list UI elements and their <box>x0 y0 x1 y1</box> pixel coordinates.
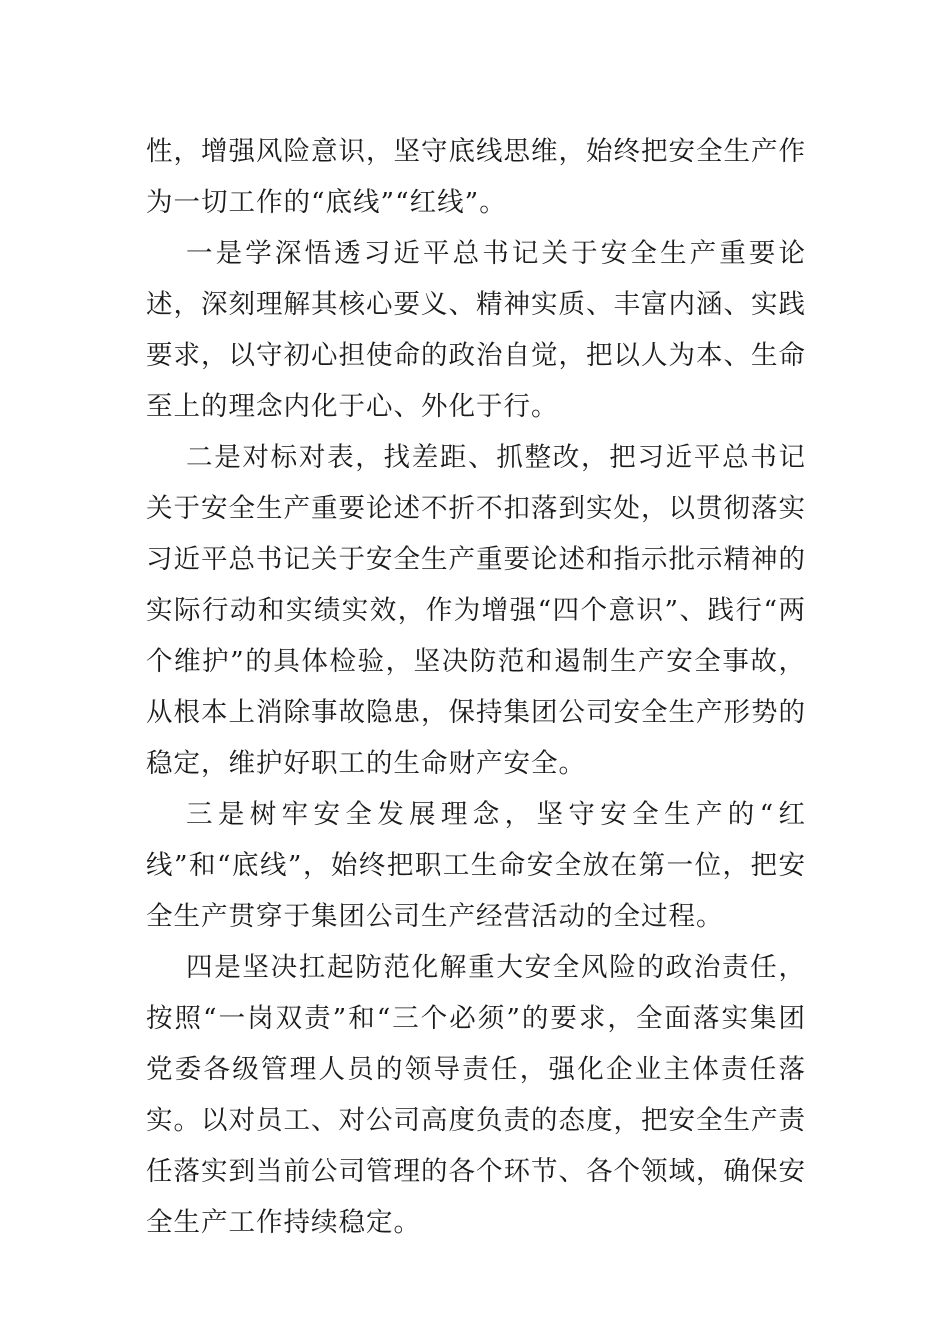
paragraph-point-three: 三是树牢安全发展理念，坚守安全生产的“红线”和“底线”，始终把职工生命安全放在第一位，把安全生产贯穿于集团公司生产经营活动的全过程。 <box>146 799 806 932</box>
paragraph-continuation: 性，增强风险意识，坚守底线思维，始终把安全生产作为一切工作的“底线”“红线”。 <box>146 136 806 218</box>
document-body <box>146 126 806 1248</box>
paragraph-point-two: 二是对标对表，找差距、抓整改，把习近平总书记关于安全生产重要论述不折不扣落到实处，以贯彻落实习近平总书记关于安全生产重要论述和指示批示精神的实际行动和实绩实效，作为增强“四个意识”、践行“两个维护”的具体检验，坚决防范和遏制生产安全事故，从根本上消除事故隐患，保持集团公司安全生产形势的稳定，维护好职工的生命财产安全。 <box>146 442 806 779</box>
paragraph-point-one: 一是学深悟透习近平总书记关于安全生产重要论述，深刻理解其核心要义、精神实质、丰富内涵、实践要求，以守初心担使命的政治自觉，把以人为本、生命至上的理念内化于心、外化于行。 <box>146 238 806 422</box>
paragraph-point-four: 四是坚决扛起防范化解重大安全风险的政治责任，按照“一岗双责”和“三个必须”的要求，全面落实集团党委各级管理人员的领导责任，强化企业主体责任落实。以对员工、对公司高度负责的态度，把安全生产责任落实到当前公司管理的各个环节、各个领域，确保安全生产工作持续稳定。 <box>146 952 806 1238</box>
